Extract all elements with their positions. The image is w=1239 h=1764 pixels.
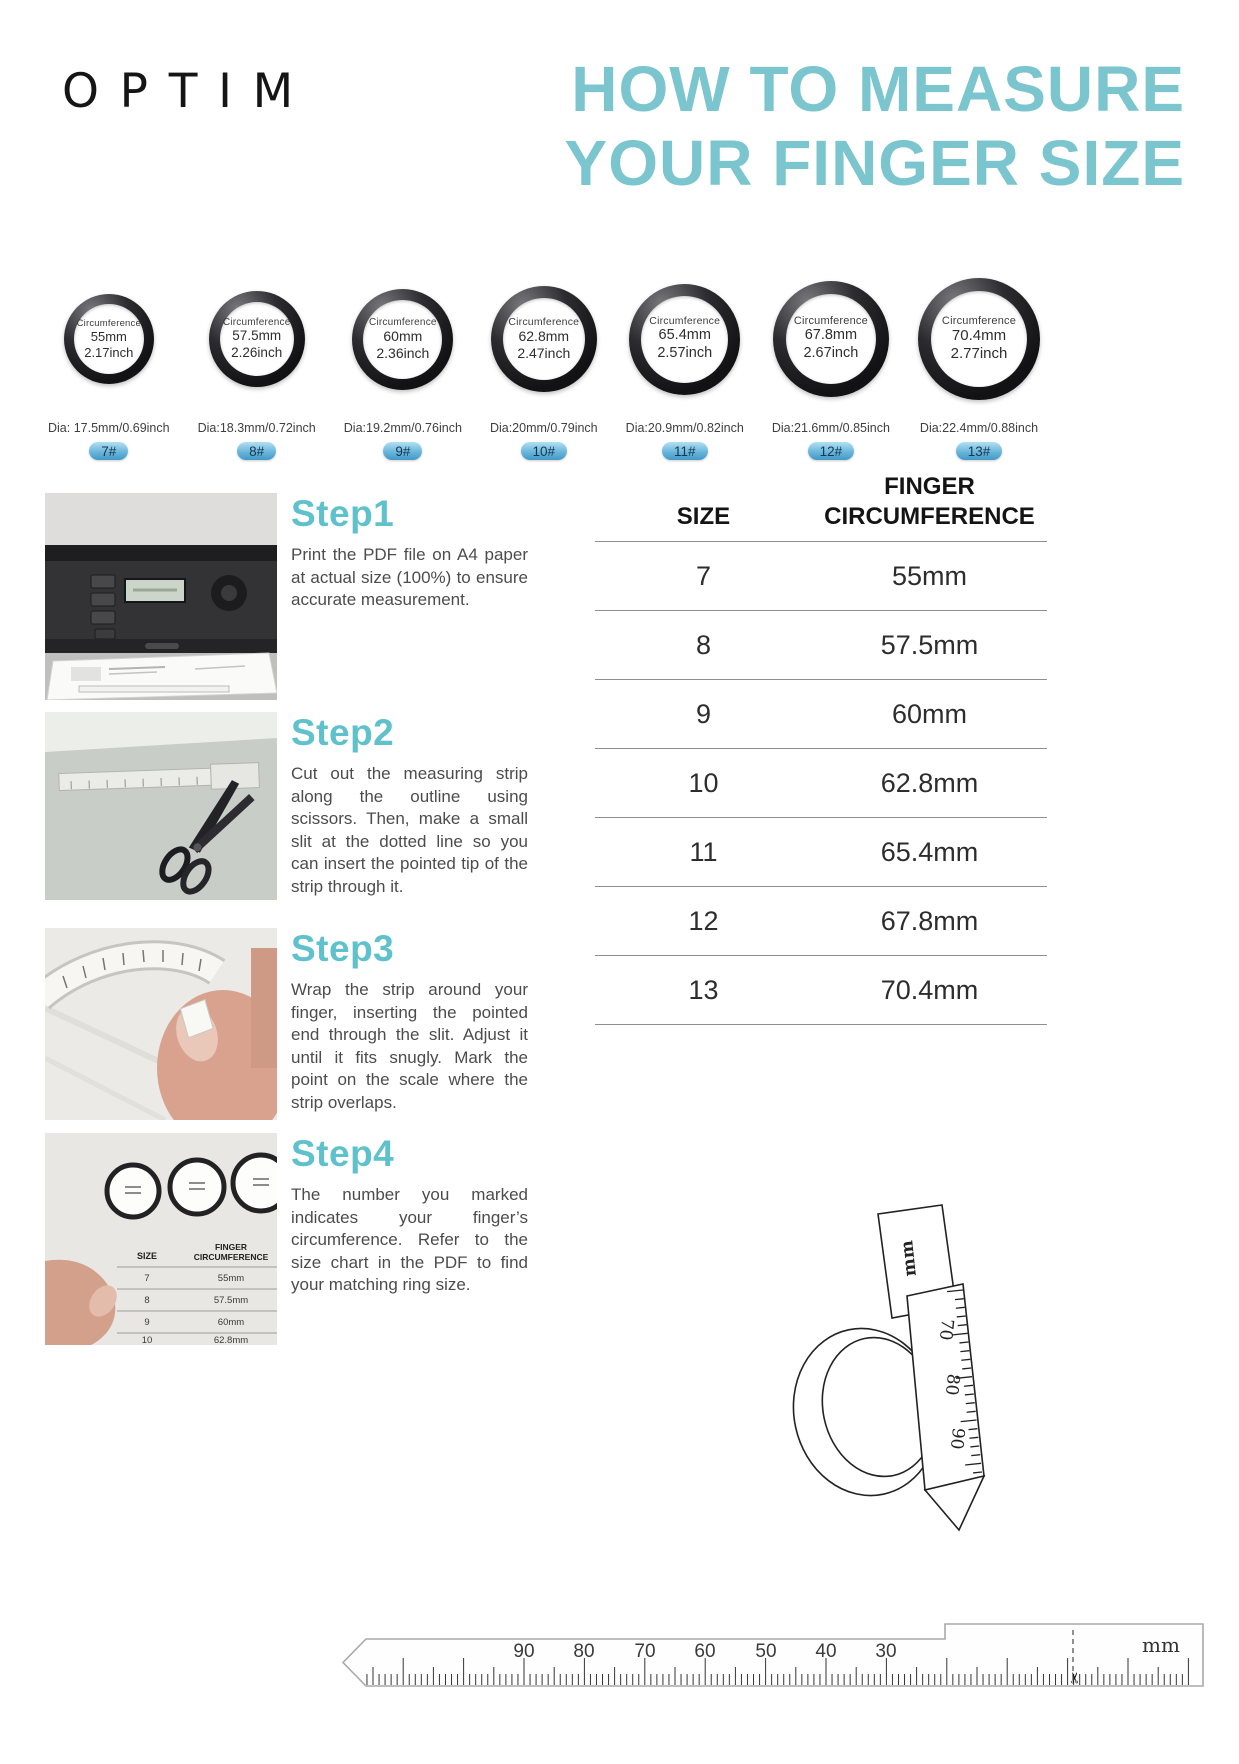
circumference-cell: 67.8mm (880, 905, 979, 936)
ruler-number: 90 (513, 1641, 535, 1662)
step1-text: Print the PDF file on A4 paper at actual size (100%) to ensure accurate measurement. (291, 545, 528, 609)
ruler-unit-label: mm (1142, 1633, 1180, 1657)
step1-title: Step1 (291, 493, 395, 534)
table-row (595, 886, 1047, 955)
ruler-number: 70 (634, 1641, 656, 1662)
ring-size-12 (772, 268, 890, 460)
svg-text:9: 9 (144, 1317, 150, 1328)
page-title-line2: YOUR FINGER SIZE (564, 127, 1185, 199)
size-cell: 12 (688, 905, 719, 936)
table-row (595, 817, 1047, 886)
step2-title: Step2 (291, 712, 395, 753)
ring-circumference-inch: 2.77inch (950, 345, 1008, 363)
ring-diameter-label: Dia: 17.5mm/0.69inch (48, 421, 170, 435)
ring-size-badge: 7# (89, 442, 128, 460)
ring-diameter-label: Dia:22.4mm/0.88inch (919, 421, 1039, 435)
step3-photo (45, 928, 277, 1120)
svg-text:62.8mm: 62.8mm (213, 1335, 249, 1345)
size-column-header: SIZE (676, 503, 731, 530)
scissors-icon: ✂ (1067, 1671, 1084, 1684)
ring-circumference-label: Circumference (649, 315, 721, 328)
ring-sizer-illustration (786, 1200, 996, 1550)
ring-size-badge: 9# (383, 442, 422, 460)
svg-text:7: 7 (144, 1273, 150, 1284)
ring-size-badge: 13# (956, 442, 1003, 460)
ring-size-10 (490, 268, 598, 460)
page-title (565, 52, 1186, 200)
ring-size-badge: 8# (237, 442, 276, 460)
ring-sizes-row (48, 268, 1040, 460)
step2-photo (45, 712, 277, 900)
ring-image (629, 284, 740, 395)
ring-image (352, 289, 453, 390)
ring-circumference-inch: 2.67inch (803, 345, 859, 362)
step-4 (45, 1133, 528, 1345)
ring-circumference-mm: 60mm (383, 327, 423, 344)
ring-circumference-inch: 2.36inch (376, 344, 430, 361)
ring-circumference-mm: 65.4mm (658, 327, 711, 344)
table-row (595, 541, 1047, 610)
ring-diameter-label: Dia:18.3mm/0.72inch (197, 421, 316, 435)
photo4-size-header: SIZE (136, 1251, 158, 1261)
step3-text: Wrap the strip around your finger, inserting the pointed end through the slit. Adjust it until it fits snugly. Mark the point on the scale where the strip overlaps. (291, 980, 528, 1112)
ring-circumference-label: Circumference (222, 317, 291, 329)
photo4-fc-header-line1: FINGER (214, 1242, 248, 1252)
ring-image (64, 294, 154, 384)
circumference-cell: 57.5mm (880, 629, 979, 660)
table-row (595, 679, 1047, 748)
circumference-column-header: FINGER CIRCUMFERENCE (824, 473, 1035, 530)
ring-circumference-label: Circumference (76, 317, 141, 329)
ring-size-badge: 12# (808, 442, 855, 460)
svg-text:10: 10 (141, 1335, 153, 1345)
circumference-cell: 62.8mm (880, 767, 979, 798)
ring-circumference-inch: 2.47inch (517, 345, 571, 362)
size-cell: 13 (688, 974, 719, 1005)
circumference-cell: 60mm (891, 698, 967, 729)
svg-text:57.5mm: 57.5mm (213, 1295, 249, 1306)
size-cell: 10 (688, 767, 719, 798)
ring-diameter-label: Dia:20mm/0.79inch (489, 421, 598, 435)
sizer-scale-number: 80 (940, 1372, 964, 1397)
photo4-fc-header-line2: CIRCUMFERENCE (193, 1252, 269, 1262)
ruler-number: 60 (694, 1641, 716, 1662)
ring-circumference-inch: 2.57inch (657, 345, 713, 362)
step3-title: Step3 (291, 928, 395, 969)
ring-size-9 (344, 268, 462, 460)
ring-diameter-label: Dia:21.6mm/0.85inch (771, 421, 890, 435)
step4-photo (45, 1133, 277, 1345)
size-cell: 7 (695, 560, 711, 591)
step4-text: The number you marked indicates your finger’s circumference. Refer to the size chart in the PDF to find your matching ring size. (291, 1185, 528, 1294)
ring-circumference-label: Circumference (369, 316, 437, 328)
ring-circumference-mm: 67.8mm (804, 327, 858, 344)
ring-circumference-mm: 55mm (90, 328, 127, 344)
step-3 (45, 928, 528, 1120)
ring-size-badge: 10# (521, 442, 568, 460)
size-cell: 9 (695, 698, 711, 729)
ring-image (918, 278, 1040, 400)
step-1 (45, 493, 528, 700)
table-row (595, 955, 1047, 1024)
step2-text: Cut out the measuring strip along the outline using scissors. Then, make a small slit at the dotted line so you can insert the pointed tip of the strip through it. (291, 764, 528, 896)
size-cell: 11 (689, 836, 718, 867)
ring-size-7 (48, 268, 170, 460)
ring-diameter-label: Dia:19.2mm/0.76inch (343, 421, 462, 435)
sizer-unit-label: mm (897, 1239, 921, 1278)
ruler-number: 40 (815, 1641, 837, 1662)
ring-circumference-inch: 2.26inch (231, 344, 283, 360)
ring-size-badge: 11# (662, 442, 708, 460)
sizer-scale-number: 90 (945, 1426, 969, 1451)
ring-circumference-mm: 62.8mm (518, 328, 570, 345)
ruler-number: 30 (875, 1641, 897, 1662)
table-row (595, 748, 1047, 817)
step1-photo (45, 493, 277, 700)
ring-size-11 (626, 268, 744, 460)
ring-image (209, 291, 305, 387)
ring-circumference-label: Circumference (793, 315, 868, 328)
svg-text:55mm: 55mm (217, 1273, 245, 1284)
page-title-line1: HOW TO MEASURE (571, 53, 1185, 125)
circumference-cell: 65.4mm (880, 836, 979, 867)
table-row (595, 610, 1047, 679)
svg-text:8: 8 (144, 1295, 150, 1306)
ring-size-13 (918, 268, 1040, 460)
ring-circumference-mm: 57.5mm (232, 328, 282, 344)
size-table (595, 472, 1047, 1025)
size-cell: 8 (695, 629, 711, 660)
circumference-cell: 55mm (891, 560, 967, 591)
ring-size-8 (198, 268, 316, 460)
measuring-strip-ruler (328, 1616, 1218, 1699)
ring-diameter-label: Dia:20.9mm/0.82inch (625, 421, 744, 435)
ruler-number: 50 (755, 1641, 777, 1662)
brand-logo: OPTIM (62, 64, 314, 119)
step-2 (45, 712, 528, 900)
ring-circumference-label: Circumference (508, 316, 580, 329)
ring-image (773, 281, 889, 397)
ring-circumference-label: Circumference (941, 314, 1017, 327)
circumference-cell: 70.4mm (880, 974, 979, 1005)
svg-text:60mm: 60mm (217, 1317, 245, 1328)
ring-image (491, 286, 597, 392)
ruler-number: 80 (573, 1641, 595, 1662)
sizer-scale-number: 70 (934, 1317, 958, 1342)
ring-circumference-inch: 2.17inch (84, 344, 134, 360)
step4-title: Step4 (291, 1133, 395, 1174)
ring-circumference-mm: 70.4mm (951, 326, 1007, 344)
